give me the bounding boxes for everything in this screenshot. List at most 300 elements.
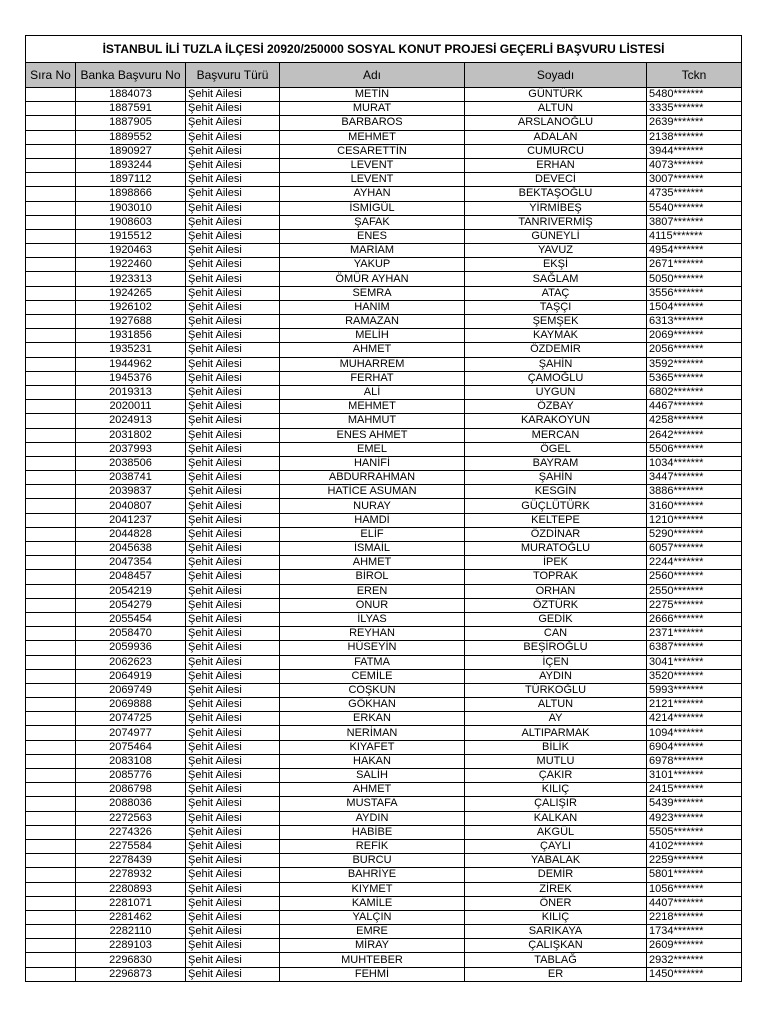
cell-adi: YALÇIN (280, 910, 465, 924)
cell-soyadi: ÖZDEMİR (465, 343, 647, 357)
cell-basvuru-turu: Şehit Ailesi (186, 371, 280, 385)
cell-soyadi: KELTEPE (465, 513, 647, 527)
cell-soyadi: İÇEN (465, 655, 647, 669)
cell-tckn: 6978******* (647, 754, 742, 768)
cell-soyadi: GÜNEYLİ (465, 229, 647, 243)
cell-basvuru-turu: Şehit Ailesi (186, 130, 280, 144)
cell-adi: REFİK (280, 839, 465, 853)
cell-sira-no (26, 187, 76, 201)
cell-sira-no (26, 116, 76, 130)
table-row (26, 130, 742, 144)
cell-adi: İSMAİL (280, 542, 465, 556)
cell-basvuru-turu: Şehit Ailesi (186, 712, 280, 726)
cell-basvuru-turu: Şehit Ailesi (186, 655, 280, 669)
cell-adi: LEVENT (280, 158, 465, 172)
cell-adi: HANIM (280, 300, 465, 314)
cell-soyadi: UYGUN (465, 385, 647, 399)
cell-sira-no (26, 513, 76, 527)
table-row (26, 825, 742, 839)
cell-adi: ALİ (280, 385, 465, 399)
cell-tckn: 5993******* (647, 683, 742, 697)
cell-soyadi: ALTIPARMAK (465, 726, 647, 740)
cell-basvuru-turu: Şehit Ailesi (186, 499, 280, 513)
cell-banka-basvuru-no: 2058470 (76, 627, 186, 641)
cell-banka-basvuru-no: 2054219 (76, 584, 186, 598)
cell-tckn: 2642******* (647, 428, 742, 442)
cell-tckn: 1734******* (647, 925, 742, 939)
cell-banka-basvuru-no: 1884073 (76, 88, 186, 102)
cell-adi: AYHAN (280, 187, 465, 201)
cell-basvuru-turu: Şehit Ailesi (186, 315, 280, 329)
cell-tckn: 4923******* (647, 811, 742, 825)
cell-sira-no (26, 329, 76, 343)
cell-tckn: 2550******* (647, 584, 742, 598)
cell-basvuru-turu: Şehit Ailesi (186, 485, 280, 499)
cell-basvuru-turu: Şehit Ailesi (186, 811, 280, 825)
cell-soyadi: GEDİK (465, 612, 647, 626)
cell-sira-no (26, 371, 76, 385)
cell-adi: ERKAN (280, 712, 465, 726)
cell-tckn: 4735******* (647, 187, 742, 201)
cell-soyadi: ÇAYLI (465, 839, 647, 853)
cell-sira-no (26, 471, 76, 485)
cell-sira-no (26, 967, 76, 981)
cell-adi: FATMA (280, 655, 465, 669)
table-row (26, 229, 742, 243)
cell-sira-no (26, 442, 76, 456)
cell-soyadi: YAVUZ (465, 244, 647, 258)
cell-adi: SEMRA (280, 286, 465, 300)
cell-tckn: 5505******* (647, 825, 742, 839)
cell-adi: FERHAT (280, 371, 465, 385)
table-row (26, 187, 742, 201)
table-row (26, 244, 742, 258)
cell-sira-no (26, 655, 76, 669)
cell-soyadi: BAYRAM (465, 456, 647, 470)
cell-basvuru-turu: Şehit Ailesi (186, 641, 280, 655)
cell-basvuru-turu: Şehit Ailesi (186, 627, 280, 641)
cell-adi: HANİFİ (280, 456, 465, 470)
cell-banka-basvuru-no: 2064919 (76, 669, 186, 683)
cell-sira-no (26, 258, 76, 272)
cell-soyadi: KALKAN (465, 811, 647, 825)
cell-soyadi: ŞAHİN (465, 471, 647, 485)
cell-basvuru-turu: Şehit Ailesi (186, 102, 280, 116)
cell-banka-basvuru-no: 2019313 (76, 385, 186, 399)
cell-soyadi: SAĞLAM (465, 272, 647, 286)
cell-basvuru-turu: Şehit Ailesi (186, 300, 280, 314)
cell-banka-basvuru-no: 2296830 (76, 953, 186, 967)
cell-adi: METİN (280, 88, 465, 102)
cell-banka-basvuru-no: 1893244 (76, 158, 186, 172)
cell-tckn: 4407******* (647, 896, 742, 910)
table-row (26, 570, 742, 584)
cell-banka-basvuru-no: 2020011 (76, 400, 186, 414)
table-row (26, 910, 742, 924)
cell-basvuru-turu: Şehit Ailesi (186, 868, 280, 882)
table-row (26, 315, 742, 329)
cell-banka-basvuru-no: 2038741 (76, 471, 186, 485)
cell-adi: HATİCE ASUMAN (280, 485, 465, 499)
cell-soyadi: YİRMİBEŞ (465, 201, 647, 215)
table-row (26, 385, 742, 399)
cell-soyadi: BEŞİROĞLU (465, 641, 647, 655)
cell-sira-no (26, 584, 76, 598)
cell-adi: BİROL (280, 570, 465, 584)
cell-adi: MAHMUT (280, 414, 465, 428)
cell-tckn: 5365******* (647, 371, 742, 385)
cell-sira-no (26, 456, 76, 470)
cell-sira-no (26, 400, 76, 414)
cell-tckn: 5439******* (647, 797, 742, 811)
cell-banka-basvuru-no: 1944962 (76, 357, 186, 371)
cell-soyadi: TABLAĞ (465, 953, 647, 967)
cell-tckn: 3520******* (647, 669, 742, 683)
document-title: İSTANBUL İLİ TUZLA İLÇESİ 20920/250000 SOSYAL KONUT PROJESİ GEÇERLİ BAŞVURU LİSTESİ (26, 36, 742, 63)
document-sheet (25, 35, 741, 982)
cell-soyadi: ORHAN (465, 584, 647, 598)
table-row (26, 272, 742, 286)
table-row (26, 598, 742, 612)
cell-banka-basvuru-no: 2088036 (76, 797, 186, 811)
table-row (26, 329, 742, 343)
cell-adi: CEMİLE (280, 669, 465, 683)
cell-basvuru-turu: Şehit Ailesi (186, 740, 280, 754)
cell-banka-basvuru-no: 2024913 (76, 414, 186, 428)
cell-adi: AHMET (280, 783, 465, 797)
cell-sira-no (26, 343, 76, 357)
cell-banka-basvuru-no: 2040807 (76, 499, 186, 513)
cell-banka-basvuru-no: 2059936 (76, 641, 186, 655)
cell-soyadi: ÖZBAY (465, 400, 647, 414)
column-header-banka-basvuru-no: Banka Başvuru No (76, 63, 186, 88)
cell-tckn: 2639******* (647, 116, 742, 130)
cell-tckn: 6057******* (647, 542, 742, 556)
cell-banka-basvuru-no: 2075464 (76, 740, 186, 754)
cell-adi: YAKUP (280, 258, 465, 272)
table-row (26, 896, 742, 910)
cell-banka-basvuru-no: 2074977 (76, 726, 186, 740)
cell-banka-basvuru-no: 2280893 (76, 882, 186, 896)
cell-tckn: 3944******* (647, 144, 742, 158)
table-row (26, 428, 742, 442)
cell-tckn: 2121******* (647, 698, 742, 712)
cell-basvuru-turu: Şehit Ailesi (186, 187, 280, 201)
cell-tckn: 2275******* (647, 598, 742, 612)
cell-soyadi: ALTUN (465, 698, 647, 712)
cell-basvuru-turu: Şehit Ailesi (186, 683, 280, 697)
cell-sira-no (26, 925, 76, 939)
cell-soyadi: KARAKOYUN (465, 414, 647, 428)
table-row (26, 442, 742, 456)
cell-soyadi: ÇAKIR (465, 769, 647, 783)
cell-adi: EMRE (280, 925, 465, 939)
cell-banka-basvuru-no: 2274326 (76, 825, 186, 839)
cell-tckn: 1450******* (647, 967, 742, 981)
cell-soyadi: CUMURCU (465, 144, 647, 158)
cell-adi: GÖKHAN (280, 698, 465, 712)
cell-tckn: 5540******* (647, 201, 742, 215)
title-row (26, 36, 742, 63)
cell-banka-basvuru-no: 1927688 (76, 315, 186, 329)
cell-sira-no (26, 683, 76, 697)
cell-basvuru-turu: Şehit Ailesi (186, 343, 280, 357)
cell-tckn: 3041******* (647, 655, 742, 669)
cell-sira-no (26, 385, 76, 399)
cell-basvuru-turu: Şehit Ailesi (186, 229, 280, 243)
table-row (26, 627, 742, 641)
cell-soyadi: DEMİR (465, 868, 647, 882)
cell-adi: İLYAS (280, 612, 465, 626)
cell-adi: SALİH (280, 769, 465, 783)
cell-adi: REYHAN (280, 627, 465, 641)
cell-tckn: 2666******* (647, 612, 742, 626)
cell-tckn: 2932******* (647, 953, 742, 967)
cell-soyadi: TÜRKOĞLU (465, 683, 647, 697)
cell-banka-basvuru-no: 2083108 (76, 754, 186, 768)
cell-soyadi: İPEK (465, 556, 647, 570)
header-row (26, 63, 742, 88)
table-row (26, 400, 742, 414)
cell-adi: ABDURRAHMAN (280, 471, 465, 485)
cell-tckn: 6802******* (647, 385, 742, 399)
cell-banka-basvuru-no: 2069749 (76, 683, 186, 697)
cell-soyadi: MUTLU (465, 754, 647, 768)
cell-basvuru-turu: Şehit Ailesi (186, 754, 280, 768)
table-row (26, 953, 742, 967)
cell-soyadi: ÇAMOĞLU (465, 371, 647, 385)
cell-soyadi: ÖZDİNAR (465, 527, 647, 541)
cell-adi: MARİAM (280, 244, 465, 258)
table-row (26, 158, 742, 172)
cell-tckn: 2138******* (647, 130, 742, 144)
table-row (26, 584, 742, 598)
cell-soyadi: BİLİK (465, 740, 647, 754)
cell-soyadi: SARIKAYA (465, 925, 647, 939)
table-row (26, 371, 742, 385)
cell-tckn: 2415******* (647, 783, 742, 797)
cell-tckn: 5480******* (647, 88, 742, 102)
cell-banka-basvuru-no: 1920463 (76, 244, 186, 258)
cell-tckn: 4214******* (647, 712, 742, 726)
cell-banka-basvuru-no: 2272563 (76, 811, 186, 825)
cell-banka-basvuru-no: 1945376 (76, 371, 186, 385)
cell-tckn: 3556******* (647, 286, 742, 300)
cell-tckn: 5050******* (647, 272, 742, 286)
cell-sira-no (26, 527, 76, 541)
cell-adi: HÜSEYİN (280, 641, 465, 655)
cell-banka-basvuru-no: 1922460 (76, 258, 186, 272)
column-header-soyadi: Soyadı (465, 63, 647, 88)
cell-tckn: 2371******* (647, 627, 742, 641)
cell-basvuru-turu: Şehit Ailesi (186, 527, 280, 541)
cell-tckn: 2056******* (647, 343, 742, 357)
cell-sira-no (26, 896, 76, 910)
cell-basvuru-turu: Şehit Ailesi (186, 258, 280, 272)
cell-adi: AHMET (280, 343, 465, 357)
cell-adi: MURAT (280, 102, 465, 116)
cell-soyadi: ŞEMŞEK (465, 315, 647, 329)
cell-sira-no (26, 882, 76, 896)
table-row (26, 740, 742, 754)
cell-sira-no (26, 286, 76, 300)
cell-sira-no (26, 669, 76, 683)
cell-soyadi: ERHAN (465, 158, 647, 172)
cell-sira-no (26, 839, 76, 853)
cell-basvuru-turu: Şehit Ailesi (186, 896, 280, 910)
cell-adi: MUHTEBER (280, 953, 465, 967)
cell-tckn: 2244******* (647, 556, 742, 570)
cell-adi: EREN (280, 584, 465, 598)
table-row (26, 527, 742, 541)
cell-basvuru-turu: Şehit Ailesi (186, 414, 280, 428)
cell-tckn: 3807******* (647, 215, 742, 229)
cell-tckn: 1210******* (647, 513, 742, 527)
table-row (26, 201, 742, 215)
cell-sira-no (26, 641, 76, 655)
table-row (26, 712, 742, 726)
cell-sira-no (26, 414, 76, 428)
cell-basvuru-turu: Şehit Ailesi (186, 471, 280, 485)
cell-soyadi: GÜNTÜRK (465, 88, 647, 102)
cell-soyadi: ŞAHİN (465, 357, 647, 371)
table-row (26, 343, 742, 357)
cell-basvuru-turu: Şehit Ailesi (186, 215, 280, 229)
cell-tckn: 2560******* (647, 570, 742, 584)
cell-banka-basvuru-no: 2069888 (76, 698, 186, 712)
table-body (26, 88, 742, 982)
cell-basvuru-turu: Şehit Ailesi (186, 612, 280, 626)
cell-banka-basvuru-no: 2275584 (76, 839, 186, 853)
cell-basvuru-turu: Şehit Ailesi (186, 797, 280, 811)
cell-sira-no (26, 811, 76, 825)
cell-tckn: 3101******* (647, 769, 742, 783)
table-row (26, 698, 742, 712)
cell-adi: ONUR (280, 598, 465, 612)
column-header-sira-no: Sıra No (26, 63, 76, 88)
cell-soyadi: ÖZTÜRK (465, 598, 647, 612)
cell-basvuru-turu: Şehit Ailesi (186, 925, 280, 939)
cell-banka-basvuru-no: 2037993 (76, 442, 186, 456)
cell-soyadi: AYDIN (465, 669, 647, 683)
cell-adi: MUSTAFA (280, 797, 465, 811)
cell-banka-basvuru-no: 2062623 (76, 655, 186, 669)
table-row (26, 102, 742, 116)
cell-sira-no (26, 712, 76, 726)
table-row (26, 754, 742, 768)
cell-sira-no (26, 556, 76, 570)
cell-banka-basvuru-no: 2282110 (76, 925, 186, 939)
cell-soyadi: AY (465, 712, 647, 726)
cell-sira-no (26, 627, 76, 641)
cell-adi: KAMİLE (280, 896, 465, 910)
cell-basvuru-turu: Şehit Ailesi (186, 173, 280, 187)
cell-banka-basvuru-no: 1924265 (76, 286, 186, 300)
cell-tckn: 4102******* (647, 839, 742, 853)
cell-basvuru-turu: Şehit Ailesi (186, 769, 280, 783)
cell-adi: BAHRİYE (280, 868, 465, 882)
cell-tckn: 1034******* (647, 456, 742, 470)
cell-sira-no (26, 272, 76, 286)
cell-basvuru-turu: Şehit Ailesi (186, 144, 280, 158)
cell-sira-no (26, 201, 76, 215)
table-row (26, 357, 742, 371)
cell-tckn: 2218******* (647, 910, 742, 924)
table-row (26, 769, 742, 783)
cell-basvuru-turu: Şehit Ailesi (186, 442, 280, 456)
cell-basvuru-turu: Şehit Ailesi (186, 329, 280, 343)
cell-tckn: 2069******* (647, 329, 742, 343)
cell-sira-no (26, 769, 76, 783)
cell-sira-no (26, 173, 76, 187)
cell-sira-no (26, 740, 76, 754)
table-row (26, 939, 742, 953)
table-row (26, 925, 742, 939)
table-row (26, 839, 742, 853)
cell-basvuru-turu: Şehit Ailesi (186, 669, 280, 683)
cell-soyadi: ER (465, 967, 647, 981)
cell-sira-no (26, 854, 76, 868)
cell-soyadi: KILIÇ (465, 783, 647, 797)
cell-basvuru-turu: Şehit Ailesi (186, 783, 280, 797)
cell-basvuru-turu: Şehit Ailesi (186, 116, 280, 130)
table-row (26, 300, 742, 314)
cell-tckn: 2671******* (647, 258, 742, 272)
cell-sira-no (26, 315, 76, 329)
cell-tckn: 1056******* (647, 882, 742, 896)
cell-tckn: 5506******* (647, 442, 742, 456)
cell-basvuru-turu: Şehit Ailesi (186, 272, 280, 286)
table-row (26, 783, 742, 797)
cell-banka-basvuru-no: 2038506 (76, 456, 186, 470)
cell-sira-no (26, 953, 76, 967)
cell-basvuru-turu: Şehit Ailesi (186, 726, 280, 740)
cell-sira-no (26, 229, 76, 243)
cell-basvuru-turu: Şehit Ailesi (186, 825, 280, 839)
cell-tckn: 4073******* (647, 158, 742, 172)
table-row (26, 88, 742, 102)
cell-tckn: 1094******* (647, 726, 742, 740)
cell-basvuru-turu: Şehit Ailesi (186, 88, 280, 102)
cell-banka-basvuru-no: 2085776 (76, 769, 186, 783)
cell-adi: AHMET (280, 556, 465, 570)
cell-soyadi: ÖNER (465, 896, 647, 910)
table-row (26, 286, 742, 300)
cell-soyadi: ÇALIŞKAN (465, 939, 647, 953)
cell-basvuru-turu: Şehit Ailesi (186, 428, 280, 442)
cell-banka-basvuru-no: 2031802 (76, 428, 186, 442)
cell-adi: ÖMÜR AYHAN (280, 272, 465, 286)
cell-adi: NURAY (280, 499, 465, 513)
table-row (26, 612, 742, 626)
cell-soyadi: KILIÇ (465, 910, 647, 924)
cell-basvuru-turu: Şehit Ailesi (186, 513, 280, 527)
cell-sira-no (26, 428, 76, 442)
cell-basvuru-turu: Şehit Ailesi (186, 201, 280, 215)
cell-basvuru-turu: Şehit Ailesi (186, 698, 280, 712)
cell-sira-no (26, 783, 76, 797)
cell-tckn: 4467******* (647, 400, 742, 414)
cell-basvuru-turu: Şehit Ailesi (186, 953, 280, 967)
cell-banka-basvuru-no: 1908603 (76, 215, 186, 229)
table-row (26, 882, 742, 896)
cell-soyadi: ARSLANOĞLU (465, 116, 647, 130)
table-row (26, 669, 742, 683)
cell-basvuru-turu: Şehit Ailesi (186, 158, 280, 172)
cell-adi: BARBAROS (280, 116, 465, 130)
cell-adi: FEHMİ (280, 967, 465, 981)
table-row (26, 173, 742, 187)
